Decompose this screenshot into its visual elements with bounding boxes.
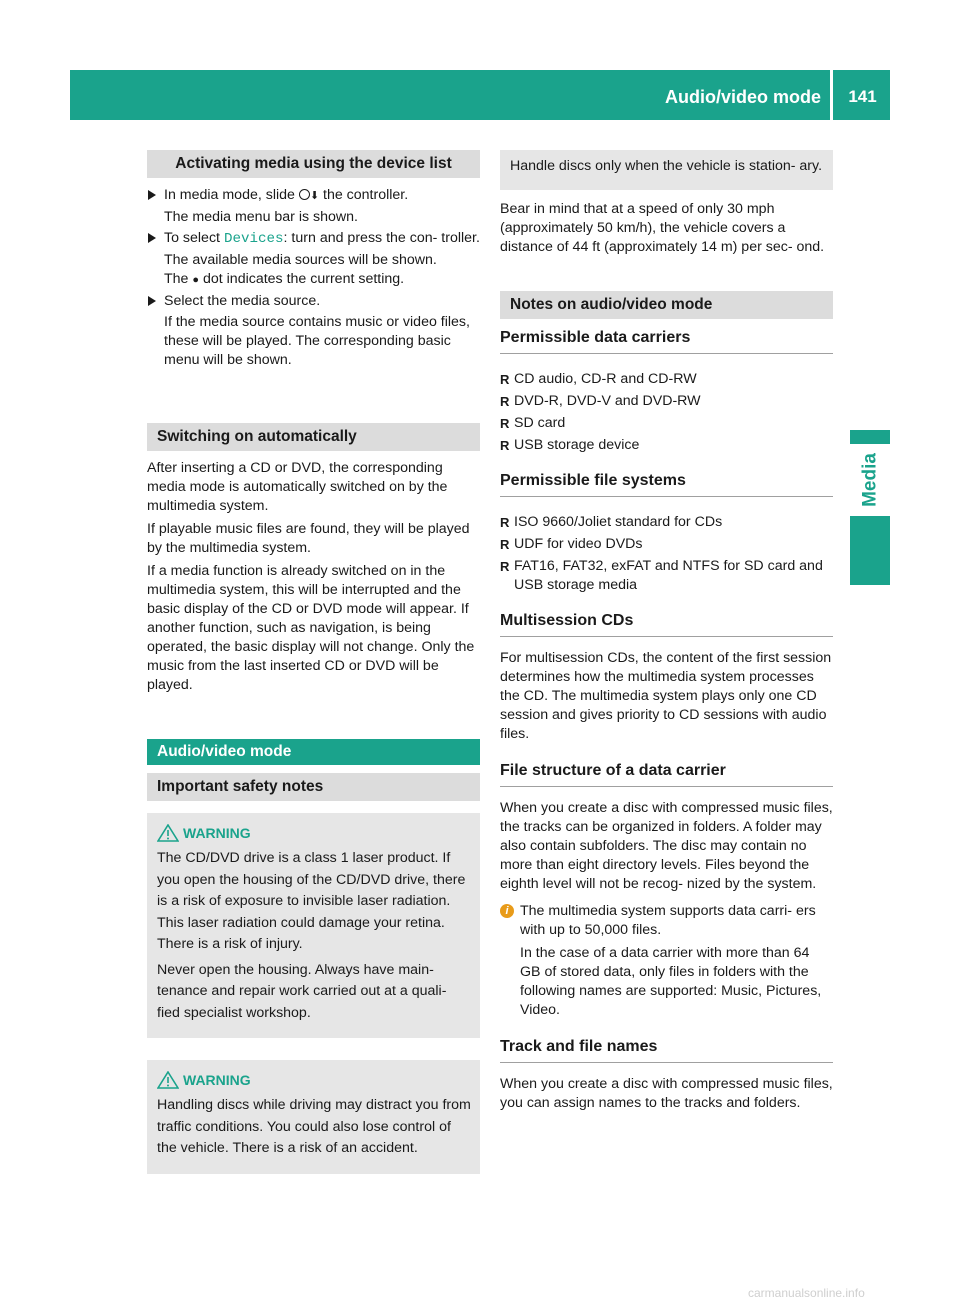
switching-paragraph-3: If a media function is already switched on in the multimedia system, this will be interrupted and the basic display of the CD or DVD mode will appear. If another function, such as navigation, is being operated, the basic display will not change. Only the music from the last inserted CD or DVD will be played. [147, 563, 475, 693]
info-icon: i [500, 904, 514, 918]
list-item: R SD card [500, 414, 833, 433]
list-item: R ISO 9660/Joliet standard for CDs [500, 513, 833, 532]
warning-title-1 [157, 823, 472, 843]
list-item: R UDF for video DVDs [500, 535, 833, 554]
warning-box-2-continued [500, 150, 833, 190]
page-header-title: Audio/video mode [664, 87, 821, 107]
step-2-text-b: : turn and press the con- troller. [283, 230, 480, 246]
warning-1-paragraph-1: The CD/DVD drive is a class 1 laser product. If you open the housing of the CD/DVD drive, there is a risk of exposure to invisible laser radiation. This laser radiation could damage your retina. There is a risk of injury. [157, 850, 466, 952]
left-column [147, 150, 480, 1174]
warning-label-2: WARNING [183, 1072, 251, 1088]
subheading-track-names: Track and file names [500, 1036, 833, 1063]
selection-dot-icon: ● [192, 274, 200, 286]
warning-box-2 [147, 1060, 480, 1174]
warning-2-continued-text: Handle discs only when the vehicle is station- ary. [510, 158, 823, 174]
info-note-paragraph-2: In the case of a data carrier with more than 64 GB of stored data, only files in folders with the following names are supported: Music, Pictures, Video. [520, 944, 822, 1018]
step-2-result-2-a: The [164, 271, 193, 287]
step-1-text: In media mode, slide [164, 187, 299, 203]
step-2-result-1: The available media sources will be shown. [164, 252, 437, 268]
list-item: R DVD-R, DVD-V and DVD-RW [500, 392, 833, 411]
right-column [500, 150, 833, 1117]
list-item: R FAT16, FAT32, exFAT and NTFS for SD card and USB storage media [500, 557, 833, 595]
step-1-result: The media menu bar is shown. [164, 209, 358, 225]
info-note [500, 902, 833, 1020]
warning-triangle-icon [157, 1071, 179, 1089]
warning-triangle-icon [157, 824, 179, 842]
step-2-text: To select [164, 230, 224, 246]
bear-in-mind-paragraph: Bear in mind that at a speed of only 30 mph (approximately 50 km/h), the vehicle covers a distance of 44 ft (approximately 14 m) per sec- ond. [500, 200, 825, 255]
section-heading-safety: Important safety notes [147, 773, 480, 801]
step-3-result: If the media source contains music or video files, these will be played. The corresponding basic menu will be shown. [164, 314, 470, 368]
side-tab-label [852, 450, 888, 510]
list-item: R USB storage device [500, 436, 833, 455]
controller-dial-icon [299, 189, 310, 200]
step-2 [147, 229, 480, 249]
subheading-file-structure: File structure of a data carrier [500, 760, 833, 787]
step-3: Select the media source. [147, 292, 480, 311]
step-2-result-2-b: dot indicates the current setting. [199, 271, 405, 287]
warning-box-1 [147, 813, 480, 1038]
switching-paragraph-2: If playable music files are found, they will be played by the multimedia system. [147, 521, 470, 556]
header-divider [830, 70, 833, 120]
section-heading-notes: Notes on audio/video mode [500, 291, 833, 319]
warning-title-2 [157, 1070, 472, 1090]
subheading-data-carriers: Permissible data carriers [500, 327, 833, 354]
multisession-paragraph: For multisession CDs, the content of the first session determines how the multimedia system processes the CD. The multimedia system plays only one CD session and gives priority to CD sessions with audio files. [500, 649, 832, 742]
subheading-file-systems: Permissible file systems [500, 470, 833, 497]
watermark-text: carmanualsonline.info [748, 1286, 865, 1300]
chapter-heading-av: Audio/video mode [147, 739, 480, 765]
step-1-text-b: the controller. [319, 187, 409, 203]
list-item: R CD audio, CD-R and CD-RW [500, 370, 833, 389]
step-2-result-2 [147, 270, 480, 290]
devices-menu-item: Devices [223, 231, 284, 247]
warning-label-1: WARNING [183, 825, 251, 841]
warning-2-paragraph-1: Handling discs while driving may distract you from traffic conditions. You could also lose control of the vehicle. There is a risk of an accident. [157, 1097, 471, 1156]
side-tab-text: Media [859, 453, 881, 507]
subheading-multisession: Multisession CDs [500, 610, 833, 637]
file-structure-paragraph: When you create a disc with compressed music files, the tracks can be organized in folders. A folder may also contain subfolders. The disc may contain no more than eight directory levels. Files beyond the eighth level will not be recog- nized by the system. [500, 799, 833, 892]
switching-paragraph-1: After inserting a CD or DVD, the corresponding media mode is automatically switched on by the multimedia system. [147, 460, 448, 514]
page-number: 141 [848, 87, 877, 106]
warning-1-paragraph-2: Never open the housing. Always have main- tenance and repair work carried out at a quali- fied specialist workshop. [157, 961, 447, 1021]
step-1 [147, 186, 480, 206]
info-note-paragraph-1: The multimedia system supports data carri- ers with up to 50,000 files. [520, 902, 816, 938]
section-heading-switching: Switching on automatically [147, 423, 480, 451]
track-names-paragraph: When you create a disc with compressed music files, you can assign names to the tracks and folders. [500, 1075, 833, 1111]
section-heading-activating: Activating media using the device list [147, 150, 480, 178]
arrow-down-icon: ⬇ [309, 190, 320, 202]
